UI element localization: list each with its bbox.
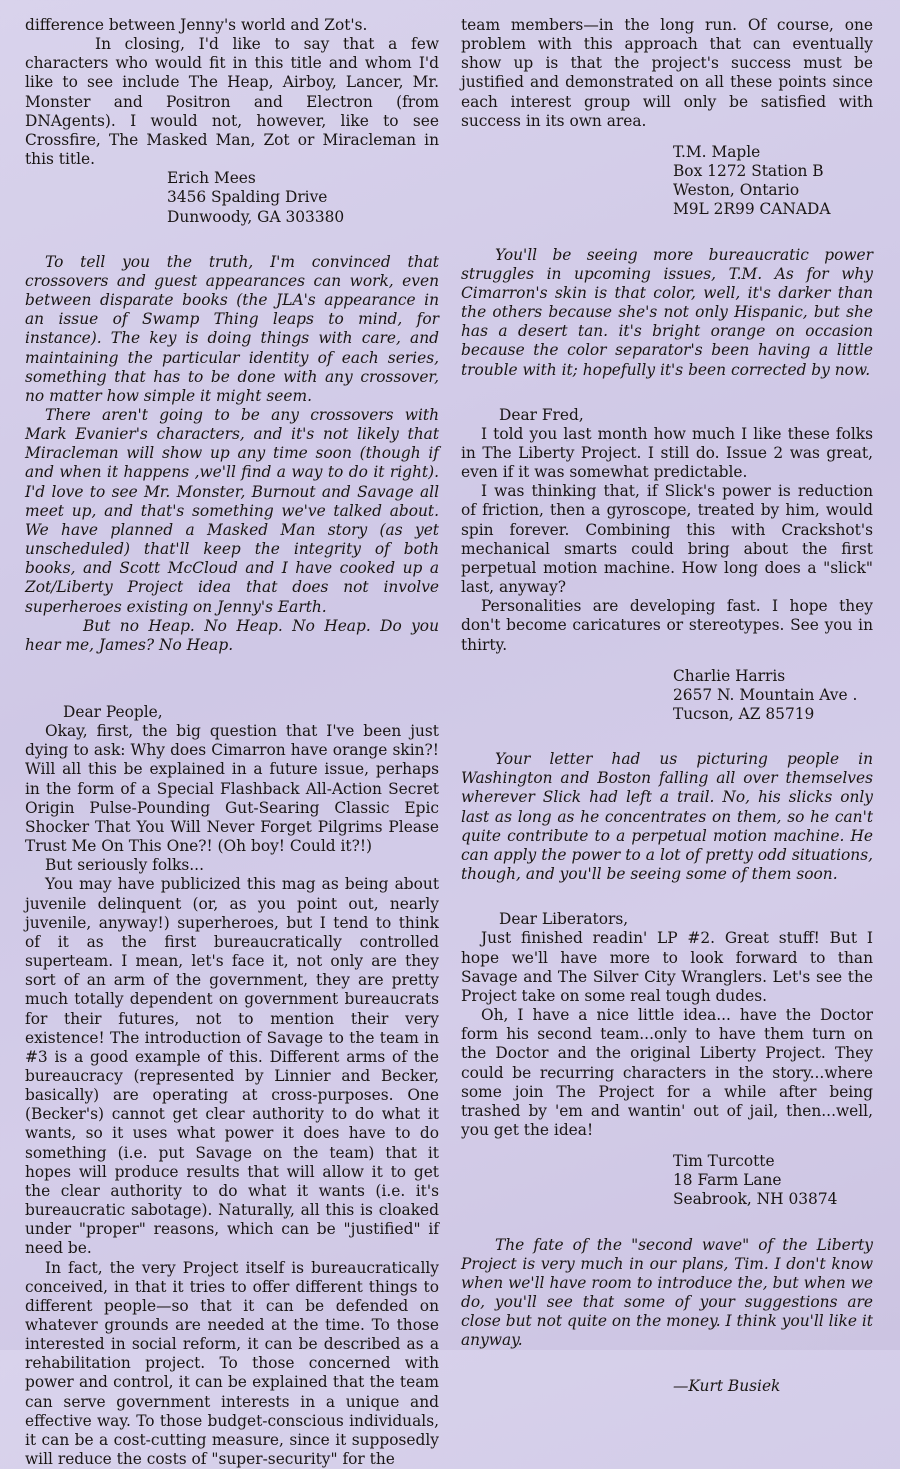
signature-address: Box 1272 Station B — [673, 162, 824, 181]
right-column — [461, 16, 873, 1396]
reply-paragraph: There aren't going to be any crossovers with Mark Evanier's characters, and it's not likely that Miracleman will show up any time soon (though if and when it happens ,we'll find a way to do it right). I'd love to see Mr. Monster, Burnout and Savage all meet up, and that's something we've talked about. We have planned a Masked Man story (as yet unscheduled) that'll keep the integrity of both books, and Scott McCloud and I have cooked up a Zot/Liberty Project idea that does not involve superheroes existing on Jenny's Earth. — [25, 405, 439, 616]
editor-reply — [25, 253, 439, 655]
reply-paragraph: You'll be seeing more bureaucratic power struggles in upcoming issues, T.M. As for why Cimarron's skin is that color, well, it's darker than the others because she's not only Hispanic, but she has a desert tan. it's bright orange on occasion because the color separator's been having a little trouble with it; hopefully it's been corrected by now. — [461, 245, 873, 379]
signature-city: Seabrook, NH 03874 — [673, 1190, 838, 1209]
letter-salutation: Dear Liberators, — [499, 910, 629, 929]
signature-address: 18 Farm Lane — [673, 1171, 782, 1190]
reply-paragraph: But no Heap. No Heap. No Heap. Do you hear me, James? No Heap. — [25, 616, 439, 654]
signature-city: Weston, Ontario — [673, 181, 800, 200]
signature-name: T.M. Maple — [673, 142, 761, 161]
letter-paragraph: team members—in the long run. Of course, one problem with this approach that can eventually show up is that the project's success must be justified and demonstrated on all these points since each interest group will only be satisfied with success in its own area. — [461, 16, 873, 130]
signature-block — [167, 169, 439, 226]
letter-paragraph: Oh, I have a nice little idea... have the Doctor form his second team...only to have them turn on the Doctor and the original Liberty Project. They could be recurring characters in the story...where some join The Project for a while after being trashed by 'em and wantin' out of jail, then...well, you get the idea! — [461, 1006, 873, 1139]
signature-block — [673, 1152, 873, 1209]
letter-paragraph: In fact, the very Project itself is bureaucratically conceived, in that it tries to offer different things to different people—so that it can be defended on whatever grounds are needed at the time. To those interested in social reform, it can be described as a rehabilitation project. To those concerned with power and control, it can be explained that the team can serve government interests in a unique and effective way. To those budget-conscious individuals, it can be a cost-cutting measure, since it supposedly will reduce the costs of "super-security" for the — [25, 1258, 439, 1469]
letter-paragraph: But seriously folks... — [45, 856, 204, 875]
editor-reply — [461, 1236, 873, 1351]
letter-paragraph: In closing, I'd like to say that a few characters who would fit in this title and whom I'd like to see include The Heap, Airboy, Lancer, Mr. Monster and Positron and Electron (from DNAgents). I would not, however, like to see Crossfire, The Masked Man, Zot or Miracleman in this title. — [25, 35, 439, 169]
editor-reply — [461, 246, 873, 380]
letter-paragraph: Okay, first, the big question that I've been just dying to ask: Why does Cimarron have orange skin?! Will all this be explained in a future issue, perhaps in the form of a Special Flashback All-Action Secret Origin Pulse-Pounding Gut-Searing Classic Epic Shocker That You Will Never Forget Pilgrims Please Trust Me On This One?! (Oh boy! Could it?!) — [25, 722, 439, 856]
signature-name: Tim Turcotte — [673, 1152, 775, 1171]
signature-name: Charlie Harris — [673, 666, 786, 685]
letter-paragraph: Personalities are developing fast. I hope they don't become caricatures or stereotypes. See you in thirty. — [461, 597, 873, 654]
letter-salutation: Dear Fred, — [499, 405, 584, 424]
signature-city: Dunwoody, GA 303380 — [167, 207, 345, 226]
signature-block — [673, 143, 873, 220]
reply-paragraph: The fate of the "second wave" of the Liberty Project is very much in our plans, Tim. I don't know when we'll have room to introduce the, but when we do, you'll see that some of your suggestions are close but not quite on the money. I think you'll like it anyway. — [461, 1235, 873, 1350]
letter-paragraph: I told you last month how much I like these folks in The Liberty Project. I still do. Issue 2 was great, even if it was somewhat predictable. — [461, 424, 873, 482]
signature-name: Erich Mees — [167, 169, 256, 188]
letter-salutation: Dear People, — [63, 703, 163, 721]
signature-block — [673, 667, 873, 724]
letter-paragraph: You may have publicized this mag as being about juvenile delinquent (or, as you point out, nearly juvenile, anyway!) superheroes, but I tend to think of it as the first bureaucratically controlled superteam. I mean, let's face it, not only are they sort of an arm of the government, they are pretty much totally dependent on government bureaucrats for their futures, not to mention their very existence! The introduction of Savage to the team in #3 is a good example of this. Different arms of the bureaucracy (represented by Linnier and Becker, basically) are operating at cross-purposes. One (Becker's) cannot get clear authority to do what it wants, so it uses what power it does have to do something (i.e. put Savage on the team) that it hopes will produce results that will allow it to get the clear authority to do what it wants (i.e. it's bureaucratic sabotage). Naturally, all this is cloaked under "proper" reasons, which can be "justified" if need be. — [25, 875, 439, 1258]
signature-city: Tucson, AZ 85719 — [673, 705, 815, 723]
reply-paragraph: To tell you the truth, I'm convinced that crossovers and guest appearances can work, even between disparate books (the JLA's appearance in an issue of Swamp Thing leaps to mind, for instance). The key is doing things with care, and maintaining the particular identity of each series, something that has to be done with any crossover, no matter how simple it might seem. — [25, 252, 439, 405]
letter-paragraph: I was thinking that, if Slick's power is reduction of friction, then a gyroscope, treated by him, would spin forever. Combining this with Crackshot's mechanical smarts could bring about the first perpetual motion machine. How long does a "slick" last, anyway? — [461, 482, 873, 597]
letter-paragraph: Just finished readin' LP #2. Great stuff! But I hope we'll have more to look forward to than Savage and The Silver City Wranglers. Let's see the Project take on some real tough dudes. — [461, 929, 873, 1005]
signature-address: 3456 Spalding Drive — [167, 188, 328, 207]
signature-address: 2657 N. Mountain Ave . — [673, 685, 858, 704]
letter-paragraph: difference between Jenny's world and Zot's. — [25, 16, 368, 34]
editor-signature: —Kurt Busiek — [673, 1376, 781, 1395]
editor-reply — [461, 750, 873, 884]
signature-postcode: M9L 2R99 CANADA — [673, 200, 831, 219]
left-column — [25, 16, 439, 1469]
reply-paragraph: Your letter had us picturing people in Washington and Boston falling all over themselves wherever Slick had left a trail. No, his slicks only last as long as he concentrates on them, so he can't quite contribute to a perpetual motion machine. He can apply the power to a lot of pretty odd situations, though, and you'll be seeing some of them soon. — [461, 750, 873, 884]
